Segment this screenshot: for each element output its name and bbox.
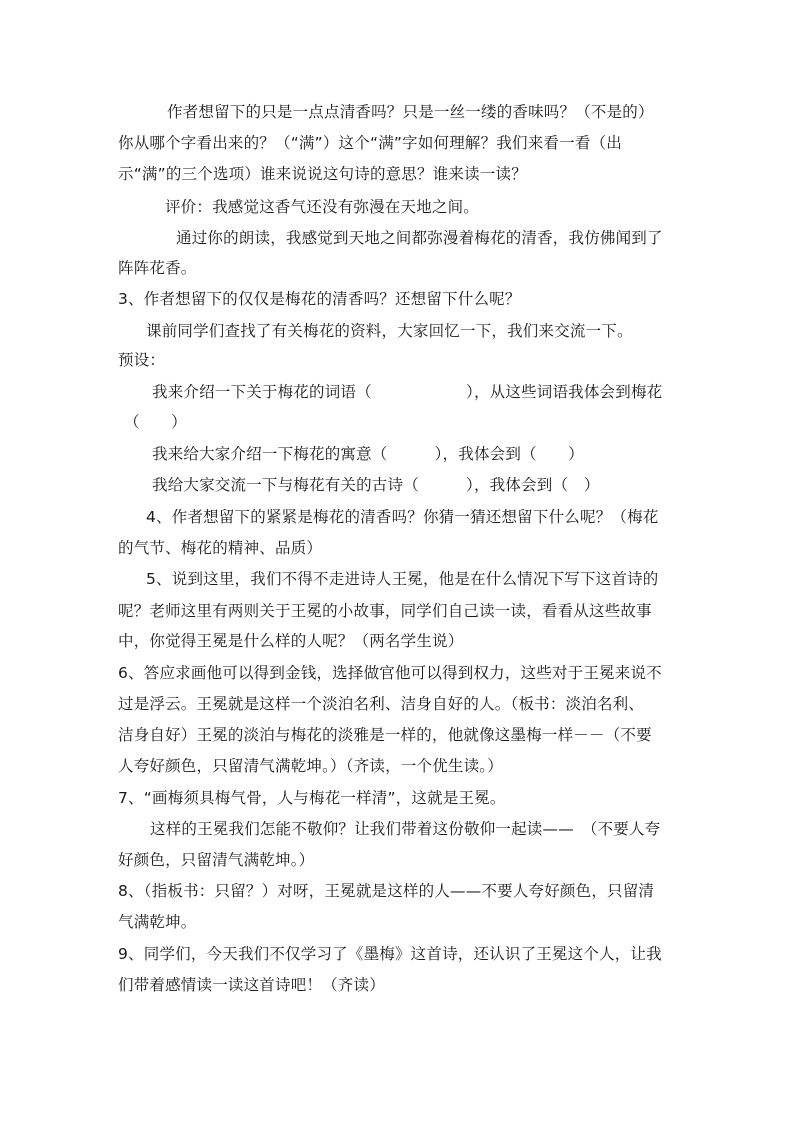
paragraph-line: （ ） xyxy=(124,413,187,431)
paragraph-line: 中，你觉得王冕是什么样的人呢？（两名学生说） xyxy=(118,632,464,650)
paragraph-line: 们带着感情读一读这首诗吧！（齐读） xyxy=(118,976,385,994)
paragraph-line: 示“满”的三个选项）谁来说说这句诗的意思？谁来读一读？ xyxy=(118,165,527,183)
paragraph-line: 5、说到这里，我们不得不走进诗人王冕，他是在什么情况下写下这首诗的 xyxy=(146,570,659,588)
paragraph-line: 洁身自好）王冕的淡泊与梅花的淡雅是一样的，他就像这墨梅一样－－（不要 xyxy=(118,726,652,744)
paragraph-line: 4、作者想留下的紧紧是梅花的清香吗？你猜一猜还想留下什么呢？（梅花 xyxy=(146,508,659,526)
paragraph-line: 呢？老师这里有两则关于王冕的小故事，同学们自己读一读，看看从这些故事 xyxy=(118,602,652,620)
paragraph-line: 好颜色，只留清气满乾坤。） xyxy=(118,851,315,869)
paragraph-line: 9、同学们，今天我们不仅学习了《墨梅》这首诗，还认识了王冕这个人，让我 xyxy=(118,945,662,963)
paragraph-line: 阵阵花香。 xyxy=(118,259,197,277)
paragraph-line: 7、“画梅须具梅气骨，人与梅花一样清”，这就是王冕。 xyxy=(118,789,506,807)
paragraph-line: 这样的王冕我们怎能不敬仰？让我们带着这份敬仰一起读—— （不要人夸 xyxy=(150,820,661,838)
paragraph-line: 作者想留下的只是一点点清香吗？只是一丝一缕的香味吗？（不是的） xyxy=(167,103,654,121)
paragraph-line: 6、答应求画他可以得到金钱，选择做官他可以得到权力，这些对于王冕来说不 xyxy=(118,664,662,682)
paragraph-line: 过是浮云。王冕就是这样一个淡泊名利、洁身自好的人。（板书：淡泊名利、 xyxy=(118,695,645,713)
paragraph-line: 我来给大家介绍一下梅花的寓意（ ），我体会到（ ） xyxy=(152,445,584,463)
paragraph-line: 课前同学们查找了有关梅花的资料，大家回忆一下，我们来交流一下。 xyxy=(146,322,633,340)
paragraph-line: 预设： xyxy=(118,351,166,369)
paragraph-line: 8、（指板书：只留？）对呀，王冕就是这样的人——不要人夸好颜色，只留清 xyxy=(118,882,655,900)
paragraph-line: 评价：我感觉这香气还没有弥漫在天地之间。 xyxy=(165,198,480,216)
paragraph-line: 我给大家交流一下与梅花有关的古诗（ ），我体会到（ ） xyxy=(152,476,600,494)
paragraph-line: 3、作者想留下的仅仅是梅花的清香吗？还想留下什么呢？ xyxy=(118,290,521,308)
paragraph-line: 的气节、梅花的精神、品质） xyxy=(118,539,323,557)
paragraph-line: 通过你的朗读，我感觉到天地之间都弥漫着梅花的清香，我仿佛闻到了 xyxy=(176,229,663,247)
paragraph-line: 气满乾坤。 xyxy=(118,913,197,931)
paragraph-line: 我来介绍一下关于梅花的词语（ ），从这些词语我体会到梅花 xyxy=(152,383,663,401)
paragraph-line: 人夸好颜色，只留清气满乾坤。）（齐读，一个优生读。） xyxy=(118,757,503,775)
paragraph-line: 你从哪个字看出来的？（“满”）这个“满”字如何理解？我们来看一看（出 xyxy=(118,134,622,152)
